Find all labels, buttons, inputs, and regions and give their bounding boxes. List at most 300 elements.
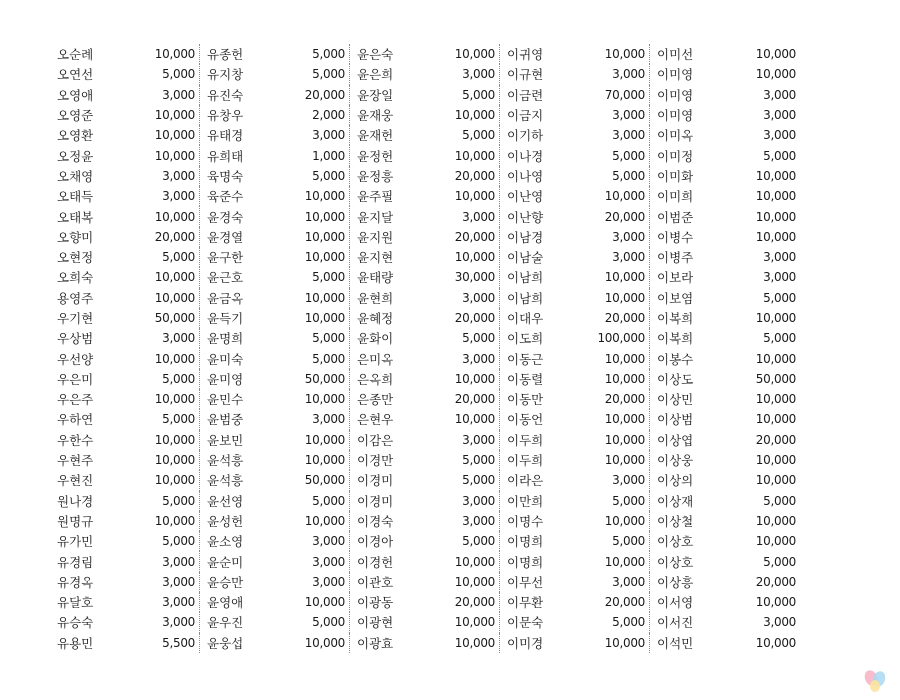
donor-name: 이미영 (657, 87, 694, 103)
donor-name: 윤보민 (207, 432, 244, 448)
donor-name: 이감은 (357, 432, 394, 448)
donor-row (50, 206, 850, 226)
donation-amount: 10,000 (410, 44, 500, 64)
donor-name: 육명숙 (207, 168, 244, 184)
donor-name: 유가민 (57, 534, 94, 550)
donor-name: 우은미 (57, 371, 94, 387)
donor-name: 윤우진 (207, 615, 244, 631)
donor-row (50, 125, 850, 145)
donation-amount: 3,000 (410, 288, 500, 308)
donation-amount: 5,000 (410, 125, 500, 145)
donation-amount: 5,000 (260, 64, 350, 84)
donor-name: 이서영 (657, 595, 694, 611)
donor-name: 윤구한 (207, 250, 244, 266)
donation-amount: 10,000 (560, 430, 650, 450)
donation-amount: 50,000 (260, 470, 350, 490)
donor-row (50, 551, 850, 571)
donation-amount: 10,000 (560, 511, 650, 531)
donation-amount: 10,000 (110, 105, 200, 125)
donation-amount: 3,000 (560, 247, 650, 267)
donor-name: 이문숙 (507, 615, 544, 631)
donation-amount: 10,000 (755, 473, 796, 488)
donor-name: 이미경 (507, 635, 544, 651)
donation-amount: 20,000 (410, 389, 500, 409)
donor-name: 오연선 (57, 67, 94, 83)
donation-amount: 5,000 (260, 166, 350, 186)
donation-amount: 10,000 (110, 145, 200, 165)
donation-amount: 10,000 (410, 633, 500, 653)
donor-name: 이복희 (657, 331, 694, 347)
donor-name: 은미옥 (357, 351, 394, 367)
donor-name: 이난향 (507, 209, 544, 225)
donation-amount: 3,000 (260, 409, 350, 429)
donor-name: 윤득기 (207, 311, 244, 326)
donor-row (50, 348, 850, 368)
donation-amount: 5,000 (410, 328, 500, 348)
donor-row (50, 308, 850, 328)
donation-amount: 5,000 (260, 328, 350, 348)
donor-name: 윤승만 (207, 574, 244, 590)
donation-amount: 3,000 (410, 64, 500, 84)
donation-amount: 10,000 (560, 288, 650, 308)
donation-amount: 5,000 (560, 491, 650, 511)
donation-amount: 10,000 (410, 572, 500, 592)
donation-amount: 5,000 (763, 290, 796, 305)
donor-name: 윤지현 (357, 250, 394, 266)
donation-amount: 10,000 (410, 612, 500, 632)
donor-name: 이남술 (507, 250, 544, 266)
donation-amount: 20,000 (560, 308, 650, 328)
donation-amount: 20,000 (260, 85, 350, 105)
donation-amount: 10,000 (110, 348, 200, 368)
donor-name: 이범준 (657, 209, 694, 225)
donation-amount: 10,000 (260, 633, 350, 653)
donor-name: 이경아 (357, 534, 394, 550)
donor-name: 유달호 (57, 595, 94, 611)
donor-name: 이미선 (657, 47, 694, 63)
donor-name: 윤화이 (357, 331, 394, 347)
donor-name: 이미영 (657, 108, 694, 124)
donor-name: 이명수 (507, 513, 544, 529)
donor-row (50, 85, 850, 105)
donor-name: 용영주 (57, 290, 94, 306)
donor-name: 육준수 (207, 189, 244, 205)
donor-name: 은현우 (357, 412, 394, 428)
donation-amount: 10,000 (260, 206, 350, 226)
donation-amount: 3,000 (410, 206, 500, 226)
donor-row (50, 186, 850, 206)
donor-name: 이미정 (657, 148, 694, 164)
donor-name: 이복희 (657, 311, 694, 326)
donation-amount: 20,000 (560, 592, 650, 612)
donor-name: 이기하 (507, 128, 544, 144)
donor-name: 이미화 (657, 168, 694, 184)
donor-name: 우선양 (57, 351, 94, 367)
donor-name: 이미옥 (657, 128, 694, 144)
donor-row (50, 470, 850, 490)
donor-row (50, 288, 850, 308)
donation-amount: 5,000 (763, 331, 796, 346)
donation-amount: 10,000 (560, 409, 650, 429)
donation-amount: 3,000 (110, 186, 200, 206)
donation-amount: 3,000 (110, 572, 200, 592)
donor-name: 유경옥 (57, 574, 94, 590)
donation-amount: 3,000 (110, 166, 200, 186)
donor-name: 이동만 (507, 392, 544, 408)
donation-amount: 10,000 (755, 229, 796, 244)
donor-name: 윤성헌 (207, 513, 244, 529)
donation-amount: 3,000 (560, 64, 650, 84)
donation-amount: 20,000 (410, 227, 500, 247)
donation-amount: 10,000 (755, 168, 796, 183)
donation-amount: 10,000 (560, 450, 650, 470)
donor-row (50, 389, 850, 409)
donor-name: 윤재웅 (357, 108, 394, 124)
donation-amount: 10,000 (755, 453, 796, 468)
donation-amount: 10,000 (110, 450, 200, 470)
donor-name: 이난영 (507, 189, 544, 205)
donation-amount: 10,000 (410, 247, 500, 267)
donation-amount: 10,000 (110, 44, 200, 64)
donor-name: 윤경열 (207, 229, 244, 245)
donation-amount: 10,000 (410, 105, 500, 125)
donation-amount: 10,000 (260, 288, 350, 308)
donation-amount: 50,000 (110, 308, 200, 328)
donor-row (50, 105, 850, 125)
donor-name: 오영애 (57, 87, 94, 103)
donor-name: 이나경 (507, 148, 544, 164)
donation-amount: 10,000 (110, 125, 200, 145)
donor-name: 이상철 (657, 513, 694, 529)
donation-amount: 10,000 (755, 311, 796, 325)
donation-amount: 3,000 (260, 572, 350, 592)
donation-amount: 5,000 (110, 531, 200, 551)
donor-name: 이광현 (357, 615, 394, 631)
donation-amount: 5,000 (560, 166, 650, 186)
donor-name: 이두희 (507, 432, 544, 448)
donation-amount: 10,000 (110, 288, 200, 308)
donation-amount: 3,000 (763, 87, 796, 102)
donation-amount: 10,000 (755, 67, 796, 82)
donation-amount: 10,000 (755, 392, 796, 407)
donation-amount: 5,000 (260, 491, 350, 511)
donor-name: 이석민 (657, 635, 694, 651)
donor-name: 윤은희 (357, 67, 394, 83)
donation-amount: 5,000 (410, 85, 500, 105)
donation-amount: 10,000 (260, 247, 350, 267)
donation-amount: 5,000 (110, 409, 200, 429)
donation-amount: 100,000 (560, 328, 650, 348)
donor-name: 윤영애 (207, 595, 244, 611)
donor-name: 오채영 (57, 168, 94, 184)
donor-name: 윤미영 (207, 371, 244, 387)
donation-amount: 20,000 (560, 206, 650, 226)
donor-name: 윤순미 (207, 554, 244, 570)
donation-amount: 20,000 (410, 308, 500, 328)
donation-amount: 3,000 (110, 612, 200, 632)
donation-amount: 3,000 (560, 227, 650, 247)
donation-amount: 10,000 (110, 511, 200, 531)
donor-name: 이상도 (657, 371, 694, 387)
butterfly-logo-icon (862, 668, 888, 694)
donation-amount: 3,000 (763, 108, 796, 123)
donor-name: 우한수 (57, 432, 94, 448)
donation-amount: 5,000 (260, 348, 350, 368)
donor-name: 이만희 (507, 493, 544, 509)
donor-name: 유태경 (207, 128, 244, 144)
donation-amount: 50,000 (260, 369, 350, 389)
donation-amount: 20,000 (410, 166, 500, 186)
donor-name: 원나경 (57, 493, 94, 509)
donor-name: 이미희 (657, 189, 694, 205)
donation-amount: 5,000 (260, 267, 350, 287)
donation-amount: 5,000 (260, 612, 350, 632)
donor-name: 윤석흥 (207, 453, 244, 469)
donation-amount: 5,000 (110, 247, 200, 267)
donor-name: 윤경숙 (207, 209, 244, 225)
donor-name: 이상엽 (657, 432, 694, 448)
donor-row (50, 409, 850, 429)
donation-amount: 5,000 (110, 64, 200, 84)
donation-amount: 70,000 (560, 85, 650, 105)
donor-name: 윤근호 (207, 270, 244, 286)
donation-amount: 10,000 (260, 308, 350, 328)
donation-amount: 10,000 (755, 351, 796, 366)
donor-row (50, 531, 850, 551)
donor-name: 이관호 (357, 574, 394, 590)
donation-amount: 3,000 (560, 470, 650, 490)
donor-name: 우현주 (57, 453, 94, 469)
donation-amount: 20,000 (755, 432, 796, 447)
donor-name: 윤금옥 (207, 290, 244, 306)
donor-name: 이남희 (507, 270, 544, 286)
donor-name: 이경만 (357, 453, 394, 469)
donor-name: 이미영 (657, 67, 694, 83)
donation-amount: 10,000 (260, 227, 350, 247)
donor-name: 이경숙 (357, 513, 394, 529)
donation-amount: 10,000 (560, 44, 650, 64)
donation-amount: 20,000 (755, 574, 796, 589)
donation-amount: 3,000 (560, 125, 650, 145)
donor-row (50, 44, 850, 64)
donor-name: 이경미 (357, 473, 394, 489)
donation-amount: 3,000 (410, 511, 500, 531)
donor-name: 윤태량 (357, 270, 394, 286)
donor-name: 이병수 (657, 229, 694, 245)
donor-name: 오현정 (57, 250, 94, 266)
donor-name: 이광동 (357, 595, 394, 611)
donation-amount: 10,000 (260, 389, 350, 409)
donation-amount: 10,000 (110, 206, 200, 226)
donor-name: 이남희 (507, 290, 544, 306)
donor-name: 윤소영 (207, 534, 244, 550)
donation-amount: 10,000 (755, 412, 796, 427)
donation-amount: 3,000 (763, 615, 796, 630)
donor-name: 이무선 (507, 574, 544, 590)
donation-amount: 5,500 (110, 633, 200, 653)
donor-row (50, 633, 850, 653)
donor-name: 이라은 (507, 473, 544, 489)
donation-amount: 10,000 (755, 189, 796, 204)
donor-name: 이경헌 (357, 554, 394, 570)
donor-name: 유진숙 (207, 87, 244, 103)
donation-amount: 3,000 (410, 491, 500, 511)
donor-name: 이경미 (357, 493, 394, 509)
donor-name: 오순례 (57, 47, 94, 63)
donation-amount: 2,000 (260, 105, 350, 125)
donation-amount: 3,000 (763, 128, 796, 143)
donor-name: 윤명희 (207, 331, 244, 347)
donor-name: 윤지달 (357, 209, 394, 225)
donor-name: 오태득 (57, 189, 94, 205)
donor-name: 윤은숙 (357, 47, 394, 63)
donor-name: 윤선영 (207, 493, 244, 509)
donor-row (50, 369, 850, 389)
donor-name: 오영환 (57, 128, 94, 144)
donation-amount: 10,000 (560, 633, 650, 653)
donor-name: 윤범중 (207, 412, 244, 428)
donation-amount: 10,000 (410, 369, 500, 389)
donor-name: 이동근 (507, 351, 544, 367)
donation-amount: 10,000 (110, 389, 200, 409)
donation-amount: 10,000 (410, 551, 500, 571)
donor-name: 이명희 (507, 554, 544, 570)
donor-name: 윤현희 (357, 290, 394, 306)
donor-name: 이금련 (507, 87, 544, 103)
donor-name: 이나영 (507, 168, 544, 184)
donor-row (50, 166, 850, 186)
donor-name: 은종만 (357, 392, 394, 408)
donor-name: 우현진 (57, 473, 94, 489)
donor-name: 오태복 (57, 209, 94, 225)
donor-name: 유경림 (57, 554, 94, 570)
donor-row (50, 612, 850, 632)
donor-name: 윤웅섭 (207, 635, 244, 651)
donor-name: 우상범 (57, 331, 94, 347)
donor-name: 윤정헌 (357, 148, 394, 164)
donor-row (50, 572, 850, 592)
donor-row (50, 592, 850, 612)
donation-amount: 10,000 (755, 513, 796, 528)
donor-name: 윤정흥 (357, 168, 394, 184)
donation-amount: 5,000 (410, 470, 500, 490)
donor-name: 이두희 (507, 453, 544, 469)
donor-name: 이귀영 (507, 47, 544, 63)
donation-amount: 10,000 (560, 551, 650, 571)
donation-amount: 3,000 (260, 551, 350, 571)
donation-amount: 3,000 (260, 531, 350, 551)
donation-amount: 5,000 (560, 612, 650, 632)
donation-amount: 3,000 (763, 250, 796, 265)
donor-name: 이상호 (657, 554, 694, 570)
donor-name: 윤석흥 (207, 473, 244, 489)
donor-name: 유승숙 (57, 615, 94, 631)
donor-name: 윤민수 (207, 392, 244, 408)
donor-name: 이동언 (507, 412, 544, 428)
donation-amount: 10,000 (755, 534, 796, 549)
donor-name: 윤주필 (357, 189, 394, 205)
donation-amount: 5,000 (410, 450, 500, 470)
donation-amount: 10,000 (260, 592, 350, 612)
donor-row (50, 64, 850, 84)
donation-amount: 3,000 (410, 430, 500, 450)
donation-amount: 3,000 (260, 125, 350, 145)
donor-name: 우은주 (57, 392, 94, 408)
donation-amount: 3,000 (560, 572, 650, 592)
donation-amount: 3,000 (110, 551, 200, 571)
donation-amount: 20,000 (110, 227, 200, 247)
donor-row (50, 491, 850, 511)
donor-list-table (50, 44, 850, 653)
donor-name: 이규현 (507, 67, 544, 83)
donation-amount: 5,000 (763, 148, 796, 163)
donor-name: 이상의 (657, 473, 694, 489)
donor-name: 윤장일 (357, 87, 394, 103)
donor-name: 이상민 (657, 392, 694, 408)
donor-name: 이동렬 (507, 371, 544, 387)
donation-amount: 10,000 (560, 267, 650, 287)
donor-name: 윤지원 (357, 229, 394, 245)
donation-amount: 5,000 (260, 44, 350, 64)
donation-amount: 10,000 (110, 267, 200, 287)
donation-amount: 10,000 (560, 369, 650, 389)
donor-name: 은옥희 (357, 371, 394, 387)
donor-name: 오정윤 (57, 148, 94, 164)
donation-amount: 3,000 (560, 105, 650, 125)
donation-amount: 50,000 (755, 371, 796, 386)
donor-name: 이명희 (507, 534, 544, 550)
donor-name: 오희숙 (57, 270, 94, 286)
donation-amount: 10,000 (755, 595, 796, 610)
donor-row (50, 227, 850, 247)
donor-name: 유종헌 (207, 47, 244, 63)
donation-amount: 10,000 (755, 209, 796, 224)
donation-amount: 5,000 (763, 493, 796, 508)
donation-amount: 10,000 (560, 348, 650, 368)
donor-name: 이봉수 (657, 351, 694, 367)
donor-name: 이보라 (657, 270, 694, 286)
donation-amount: 5,000 (763, 554, 796, 569)
donor-name: 윤재헌 (357, 128, 394, 144)
donation-amount: 10,000 (410, 186, 500, 206)
donor-row (50, 145, 850, 165)
donor-name: 이상흥 (657, 574, 694, 590)
donation-amount: 20,000 (560, 389, 650, 409)
donor-name: 이대우 (507, 311, 544, 326)
donor-name: 유희태 (207, 148, 244, 164)
donor-name: 이금지 (507, 108, 544, 124)
donation-amount: 10,000 (260, 430, 350, 450)
donor-name: 유용민 (57, 635, 94, 651)
donation-amount: 10,000 (260, 511, 350, 531)
donation-amount: 20,000 (410, 592, 500, 612)
donor-row (50, 328, 850, 348)
donation-amount: 10,000 (110, 430, 200, 450)
donor-name: 이병주 (657, 250, 694, 266)
donor-name: 유창우 (207, 108, 244, 124)
donor-name: 원명규 (57, 513, 94, 529)
donor-row (50, 267, 850, 287)
donation-amount: 10,000 (410, 145, 500, 165)
donation-amount: 3,000 (110, 85, 200, 105)
donor-name: 이서진 (657, 615, 694, 631)
donation-amount: 30,000 (410, 267, 500, 287)
donation-amount: 10,000 (755, 635, 796, 650)
donation-amount: 5,000 (560, 145, 650, 165)
donation-amount: 10,000 (110, 470, 200, 490)
donation-amount: 3,000 (410, 348, 500, 368)
donation-amount: 5,000 (560, 531, 650, 551)
